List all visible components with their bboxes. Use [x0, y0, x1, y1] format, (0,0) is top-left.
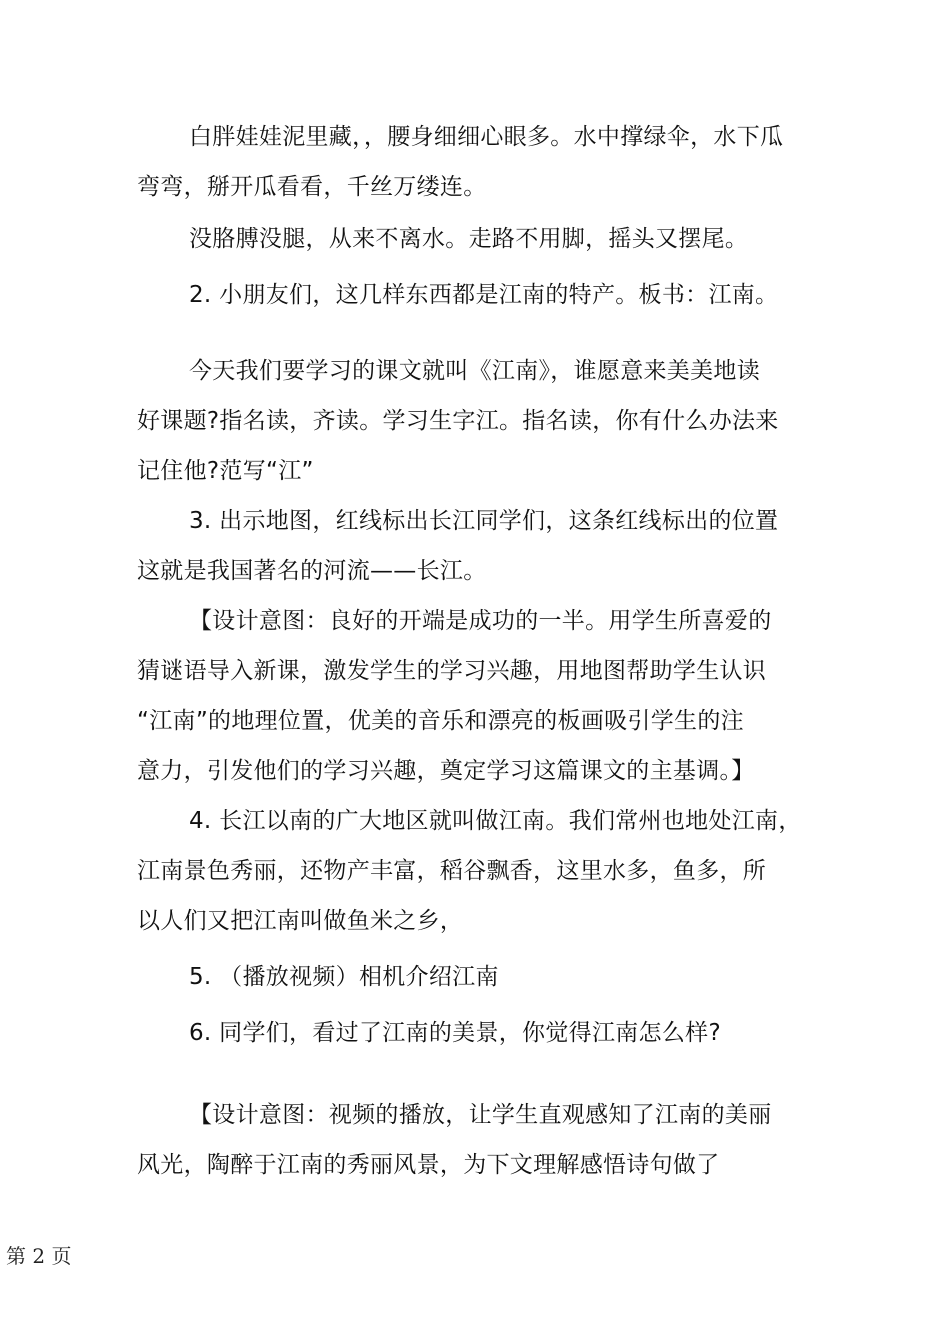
paragraph-lesson-title — [137, 346, 817, 496]
paragraph-step-6 — [137, 1008, 817, 1058]
text-line: 江南景色秀丽，还物产丰富，稻谷飘香，这里水多，鱼多，所 — [137, 858, 767, 884]
paragraph-step-3 — [137, 496, 817, 596]
text-line: 意力，引发他们的学习兴趣，奠定学习这篇课文的主基调。】 — [137, 758, 755, 784]
text-line: 5. （播放视频）相机介绍江南 — [189, 964, 499, 990]
text-line: 以人们又把江南叫做鱼米之乡， — [137, 908, 464, 934]
text-line: 记住他?范写“江” — [137, 458, 314, 484]
text-line: 2. 小朋友们，这几样东西都是江南的特产。板书：江南。 — [189, 282, 779, 308]
text-line: 好课题?指名读，齐读。学习生字江。指名读，你有什么办法来 — [137, 408, 779, 434]
paragraph-riddle-lotus-root — [137, 112, 817, 212]
document-body — [137, 112, 817, 1190]
text-line: 【设计意图：良好的开端是成功的一半。用学生所喜爱的 — [189, 608, 772, 634]
page-number: 第 2 页 — [6, 1244, 72, 1268]
text-line: 弯弯，掰开瓜看看，千丝万缕连。 — [137, 174, 487, 200]
paragraph-step-2 — [137, 270, 817, 320]
text-line: 今天我们要学习的课文就叫《江南》，谁愿意来美美地读 — [189, 358, 760, 384]
text-line: “江南”的地理位置，优美的音乐和漂亮的板画吸引学生的注 — [137, 708, 744, 734]
paragraph-step-4 — [137, 796, 817, 946]
paragraph-riddle-fish — [137, 214, 817, 264]
text-line: 风光，陶醉于江南的秀丽风景，为下文理解感悟诗句做了 — [137, 1152, 720, 1178]
paragraph-step-5 — [137, 952, 817, 1002]
paragraph-design-intent-2 — [137, 1090, 817, 1190]
text-line: 3. 出示地图，红线标出长江同学们，这条红线标出的位置 — [189, 508, 779, 534]
text-line: 白胖娃娃泥里藏，，腰身细细心眼多。水中撑绿伞，水下瓜 — [189, 124, 784, 150]
text-line: 猜谜语导入新课，激发学生的学习兴趣，用地图帮助学生认识 — [137, 658, 767, 684]
paragraph-design-intent-1 — [137, 596, 817, 796]
text-line: 【设计意图：视频的播放，让学生直观感知了江南的美丽 — [189, 1102, 772, 1128]
text-line: 这就是我国著名的河流——长江。 — [137, 558, 487, 584]
text-line: 没胳膊没腿，从来不离水。走路不用脚，摇头又摆尾。 — [189, 226, 749, 252]
text-line: 4. 长江以南的广大地区就叫做江南。我们常州也地处江南， — [189, 808, 802, 834]
text-line: 6. 同学们，看过了江南的美景，你觉得江南怎么样? — [189, 1020, 721, 1046]
